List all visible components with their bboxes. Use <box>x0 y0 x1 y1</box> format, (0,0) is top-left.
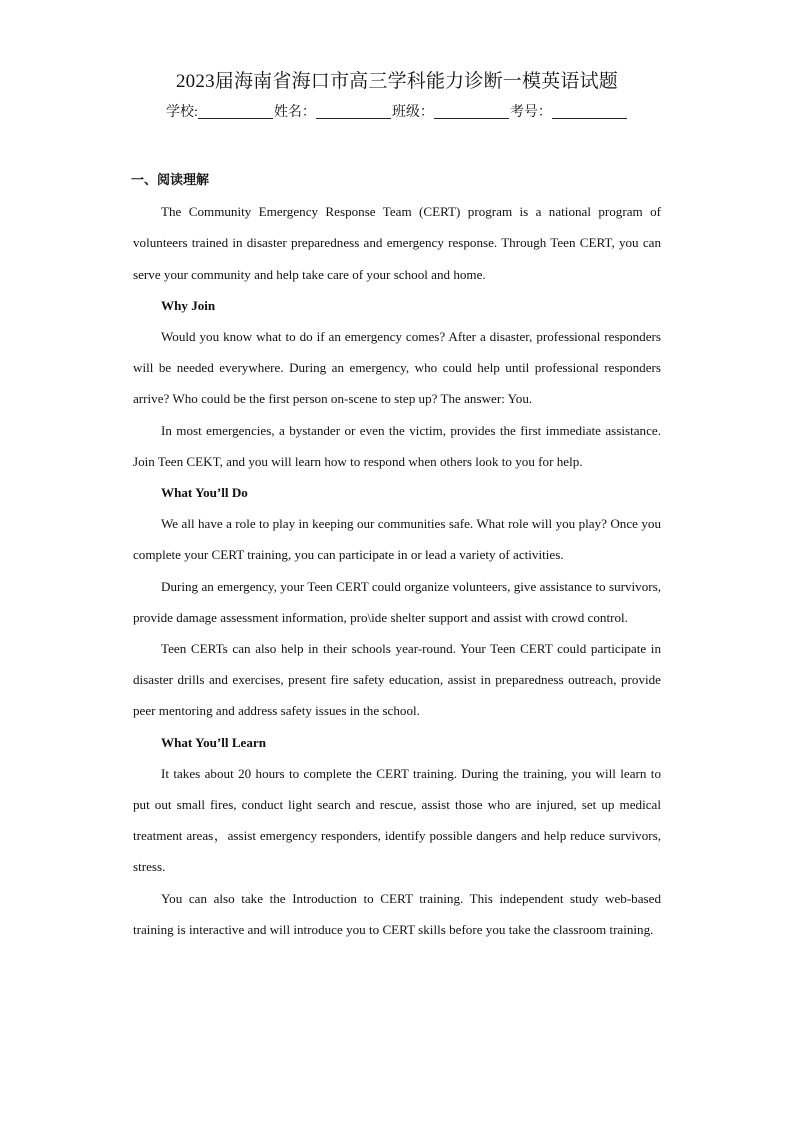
what-youll-do-paragraph-1: We all have a role to play in keeping our communities safe. What role will you play? Once you complete your CERT training, you can participate in or lead a variety of activities. <box>133 516 661 563</box>
exam-number-blank[interactable] <box>552 104 627 119</box>
school-field[interactable] <box>166 101 274 121</box>
what-youll-learn-paragraph-1: It takes about 20 hours to complete the CERT training. During the training, you will learn to put out small fires, conduct light search and rescue, assist those who are injured, set up medical treatment areas，assist emergency responders, identify possible dangers and help reduce survivors, stress. <box>133 765 661 875</box>
class-field[interactable] <box>392 101 510 121</box>
what-youll-do-heading: What You’ll Do <box>161 485 248 501</box>
exam-number-label: 考号： <box>509 105 552 120</box>
school-blank[interactable] <box>198 104 273 119</box>
intro-paragraph: The Community Emergency Response Team (CERT) program is a national program of volunteers trained in disaster preparedness and emergency response. Through Teen CERT, you can serve your community and help take care of your school and home. <box>133 204 661 282</box>
exam-title: 2023届海南省海口市高三学科能力诊断一模英语试题 <box>175 71 618 92</box>
why-join-paragraph-1: Would you know what to do if an emergency comes? After a disaster, professional responders will be needed everywhere. During an emergency, who could help until professional responders arrive? Who could be the first person on-scene to step up? The answer: You. <box>133 329 661 407</box>
name-blank[interactable] <box>316 104 391 119</box>
class-label: 班级： <box>391 105 434 120</box>
exam-number-field[interactable] <box>510 101 628 121</box>
what-youll-do-paragraph-2: During an emergency, your Teen CERT could organize volunteers, give assistance to survivors, provide damage assessment information, pro\ide shelter support and assist with crowd control. <box>133 578 661 625</box>
what-youll-do-paragraph-3: Teen CERTs can also help in their schools year-round. Your Teen CERT could participate in disaster drills and exercises, present fire safety education, assist in preparedness outreach, provide peer mentoring and address safety issues in the school. <box>133 641 661 719</box>
class-blank[interactable] <box>434 104 509 119</box>
what-youll-learn-paragraph-2: You can also take the Introduction to CERT training. This independent study web-based training is interactive and will introduce you to CERT skills before you take the classroom training. <box>133 890 661 937</box>
why-join-heading: Why Join <box>161 297 216 313</box>
why-join-paragraph-2: In most emergencies, a bystander or even the victim, provides the first immediate assistance. Join Teen CEKT, and you will learn how to respond when others look to you for help. <box>133 422 661 469</box>
school-label: 学校: <box>166 105 198 120</box>
student-info-line <box>0 101 794 121</box>
section-heading: 一、阅读理解 <box>131 173 210 188</box>
reading-passage <box>133 165 661 945</box>
name-label: 姓名： <box>273 105 316 120</box>
what-youll-learn-heading: What You’ll Learn <box>161 734 266 750</box>
name-field[interactable] <box>274 101 392 121</box>
